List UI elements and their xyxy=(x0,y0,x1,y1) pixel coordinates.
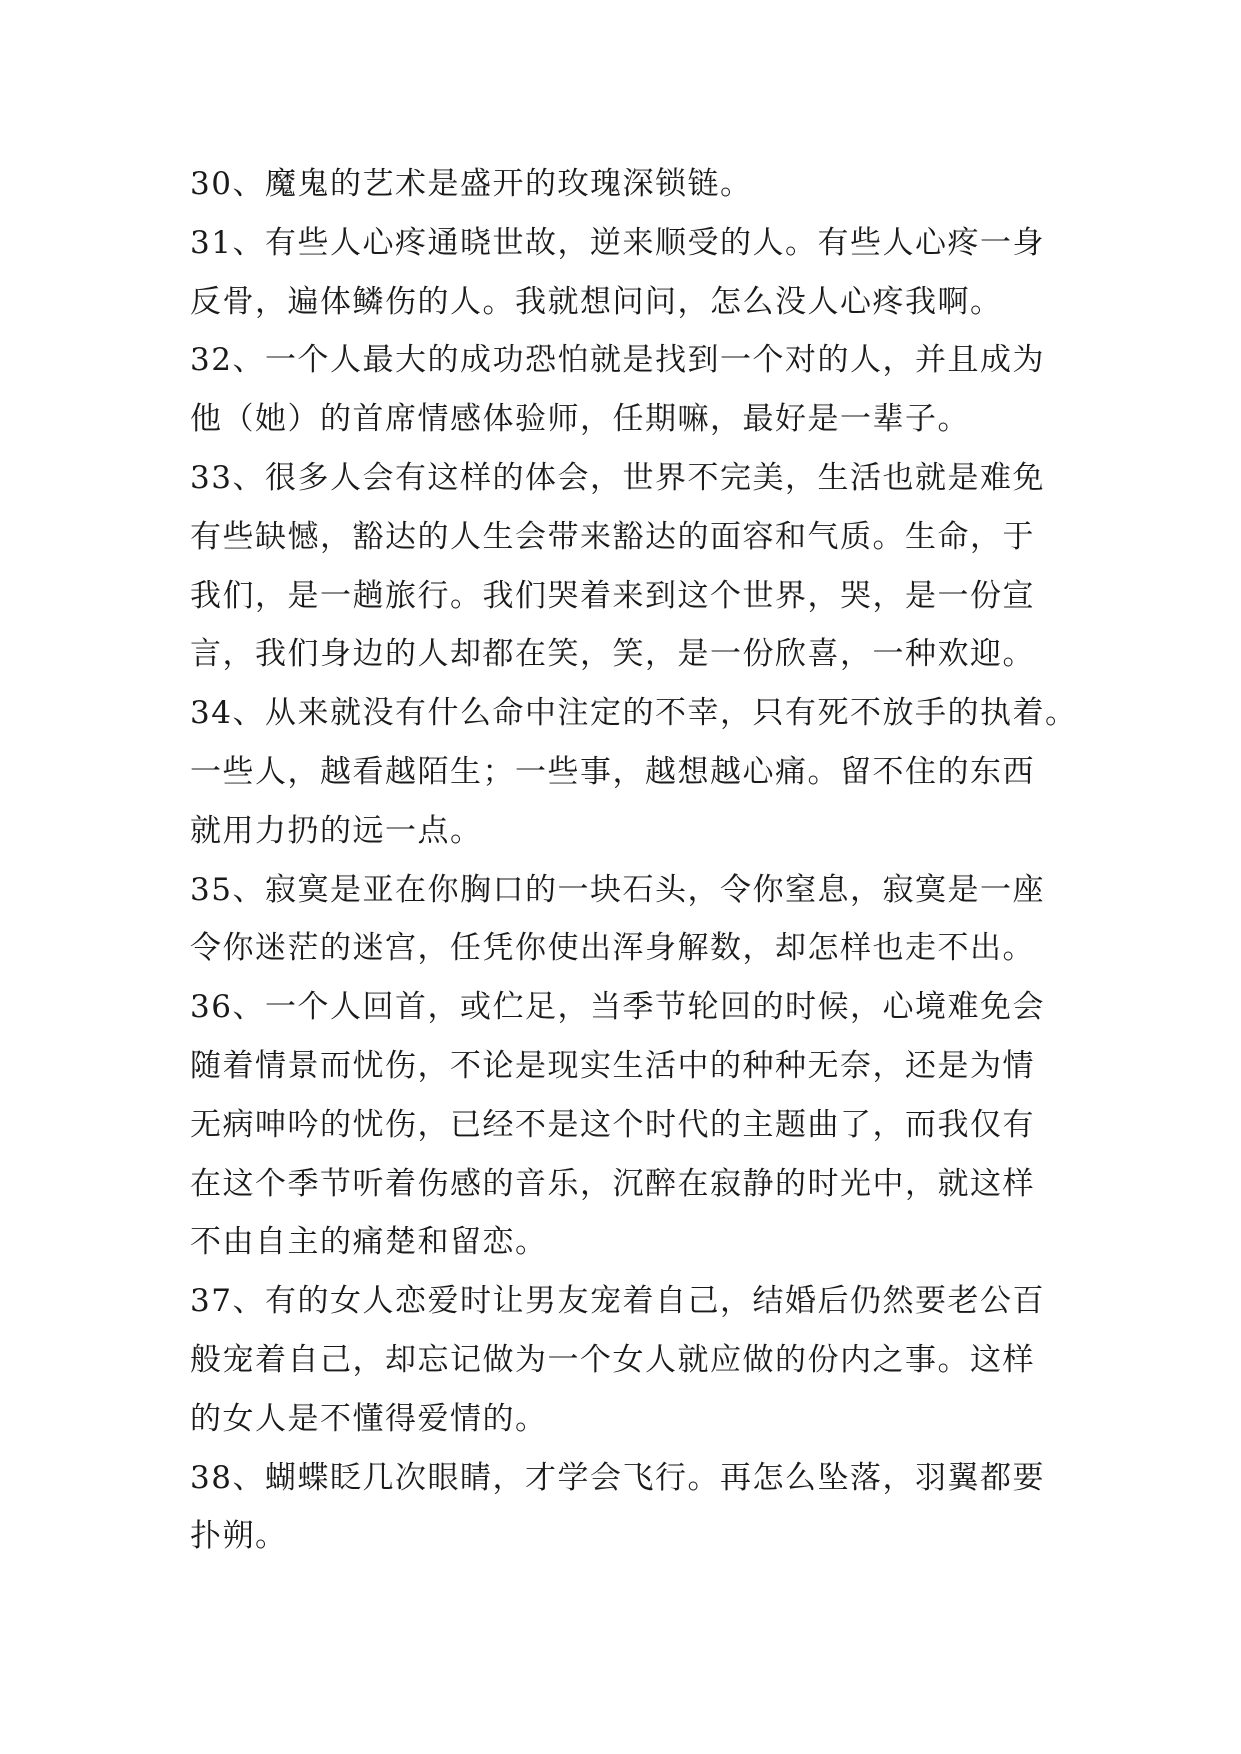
text-line: 他（她）的首席情感体验师，任期嘛，最好是一辈子。 xyxy=(190,401,970,438)
text-line: 扑朔。 xyxy=(190,1518,288,1555)
text-line: 反骨，遍体鳞伤的人。我就想问问，怎么没人心疼我啊。 xyxy=(190,283,1003,320)
text-line: 一些人，越看越陌生；一些事，越想越心痛。留不住的东西 xyxy=(190,753,1035,790)
text-line: 我们，是一趟旅行。我们哭着来到这个世界，哭，是一份宣 xyxy=(190,577,1035,614)
text-line: 35、寂寞是亚在你胸口的一块石头，令你窒息，寂寞是一座 xyxy=(190,871,1045,908)
text-line: 33、很多人会有这样的体会，世界不完美，生活也就是难免 xyxy=(190,459,1045,496)
text-line: 在这个季节听着伤感的音乐，沉醉在寂静的时光中，就这样 xyxy=(190,1165,1035,1202)
text-line: 37、有的女人恋爱时让男友宠着自己，结婚后仍然要老公百 xyxy=(190,1283,1045,1320)
text-line: 就用力扔的远一点。 xyxy=(190,812,483,849)
text-line: 般宠着自己，却忘记做为一个女人就应做的份内之事。这样 xyxy=(190,1341,1035,1378)
text-line: 31、有些人心疼通晓世故，逆来顺受的人。有些人心疼一身 xyxy=(190,224,1045,261)
text-line: 38、蝴蝶眨几次眼睛，才学会飞行。再怎么坠落，羽翼都要 xyxy=(190,1459,1045,1496)
text-line: 34、从来就没有什么命中注定的不幸，只有死不放手的执着。 xyxy=(190,695,1078,732)
text-line: 32、一个人最大的成功恐怕就是找到一个对的人，并且成为 xyxy=(190,342,1045,379)
text-line: 36、一个人回首，或伫足，当季节轮回的时候，心境难免会 xyxy=(190,989,1045,1026)
text-line: 有些缺憾，豁达的人生会带来豁达的面容和气质。生命，于 xyxy=(190,518,1035,555)
text-line: 的女人是不懂得爱情的。 xyxy=(190,1400,548,1437)
document-body xyxy=(190,155,1078,1566)
text-line: 无病呻吟的忧伤，已经不是这个时代的主题曲了，而我仅有 xyxy=(190,1106,1035,1143)
text-line: 言，我们身边的人却都在笑，笑，是一份欣喜，一种欢迎。 xyxy=(190,636,1035,673)
text-line: 30、魔鬼的艺术是盛开的玫瑰深锁链。 xyxy=(190,166,753,202)
text-line: 不由自主的痛楚和留恋。 xyxy=(190,1224,548,1261)
text-line: 令你迷茫的迷宫，任凭你使出浑身解数，却怎样也走不出。 xyxy=(190,930,1035,967)
text-line: 随着情景而忧伤，不论是现实生活中的种种无奈，还是为情 xyxy=(190,1047,1035,1084)
